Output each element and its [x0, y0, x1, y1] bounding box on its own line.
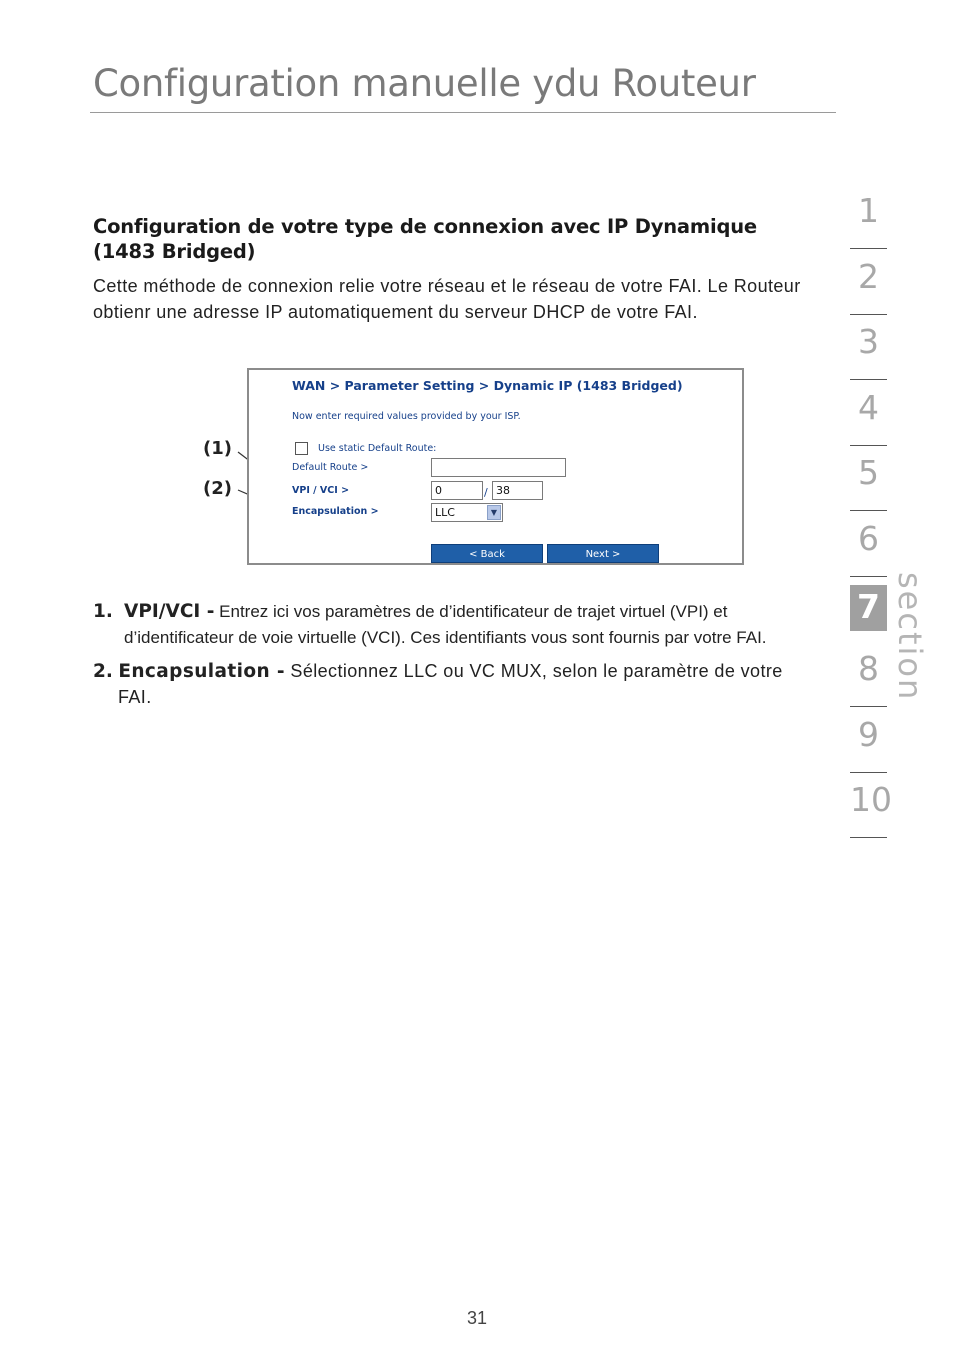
encapsulation-value: LLC — [435, 506, 455, 519]
list-item — [93, 659, 803, 710]
section-number: 9 — [858, 714, 879, 754]
section-number: 10 — [850, 780, 892, 820]
router-ui-screenshot — [247, 368, 744, 565]
vpi-vci-separator: / — [484, 486, 488, 499]
screenshot-instruction: Now enter required values provided by your ISP. — [292, 411, 521, 422]
callout-1: (1) — [203, 438, 232, 459]
chevron-down-icon[interactable]: ▼ — [487, 505, 501, 520]
section-nav-item-1[interactable] — [850, 185, 887, 249]
list-item-term: Encapsulation - — [118, 661, 286, 682]
section-number: 8 — [858, 648, 879, 688]
list-item-text: Entrez ici vos paramètres de d’identificateur de trajet virtuel (VPI) et d’identificateur de voie virtuelle (VCI). Ces identifiants vous sont fournis par votre FAI. — [124, 602, 767, 647]
page-number: 31 — [466, 1308, 488, 1328]
section-nav-item-5[interactable] — [850, 447, 887, 511]
section-nav-item-9[interactable] — [850, 709, 887, 773]
screenshot-breadcrumb: WAN > Parameter Setting > Dynamic IP (1483 Bridged) — [292, 378, 683, 393]
vpi-vci-label: VPI / VCI > — [292, 485, 350, 496]
section-heading: Configuration de votre type de connexion avec IP Dynamique (1483 Bridged) — [93, 215, 757, 263]
back-button[interactable]: < Back — [431, 544, 543, 563]
vpi-input[interactable]: 0 — [431, 481, 483, 500]
section-number: 6 — [858, 518, 879, 558]
section-nav-item-2[interactable] — [850, 251, 887, 315]
section-nav — [850, 185, 892, 840]
list-item-text: Sélectionnez LLC ou VC MUX, selon le paramètre de votre FAI. — [118, 661, 783, 707]
page-title: Configuration manuelle ydu Routeur — [93, 62, 756, 105]
section-nav-item-4[interactable] — [850, 382, 887, 446]
section-nav-item-10[interactable] — [850, 774, 892, 838]
list-item-number: 2. — [93, 661, 113, 682]
encapsulation-select[interactable] — [431, 503, 503, 522]
callout-2: (2) — [203, 478, 232, 499]
section-nav-item-3[interactable] — [850, 316, 887, 380]
section-nav-item-8[interactable] — [850, 643, 887, 707]
next-button[interactable]: Next > — [547, 544, 659, 563]
section-number: 5 — [858, 453, 879, 493]
title-divider — [90, 112, 836, 113]
section-number-active: 7 — [857, 586, 880, 626]
static-route-label: Use static Default Route: — [318, 443, 437, 454]
section-number: 2 — [858, 256, 879, 296]
list-item-term: VPI/VCI - — [124, 601, 215, 622]
section-label-text: section — [891, 572, 929, 702]
static-route-checkbox[interactable] — [295, 442, 308, 455]
default-route-label: Default Route > — [292, 462, 369, 473]
section-nav-item-6[interactable] — [850, 513, 887, 577]
list-item-number: 1. — [93, 601, 113, 622]
default-route-input[interactable] — [431, 458, 566, 477]
vci-input[interactable]: 38 — [492, 481, 543, 500]
parameter-list — [93, 599, 803, 710]
encapsulation-label: Encapsulation > — [292, 506, 379, 517]
section-number: 4 — [858, 387, 879, 427]
section-vertical-label — [891, 572, 935, 702]
section-number: 1 — [858, 191, 879, 230]
list-item — [93, 599, 803, 650]
intro-paragraph: Cette méthode de connexion relie votre réseau et le réseau de votre FAI. Le Routeur obtienr une adresse IP automatiquement du serveur DHCP de votre FAI. — [93, 276, 801, 322]
section-number: 3 — [858, 322, 879, 362]
section-nav-item-7-active[interactable] — [850, 585, 887, 631]
